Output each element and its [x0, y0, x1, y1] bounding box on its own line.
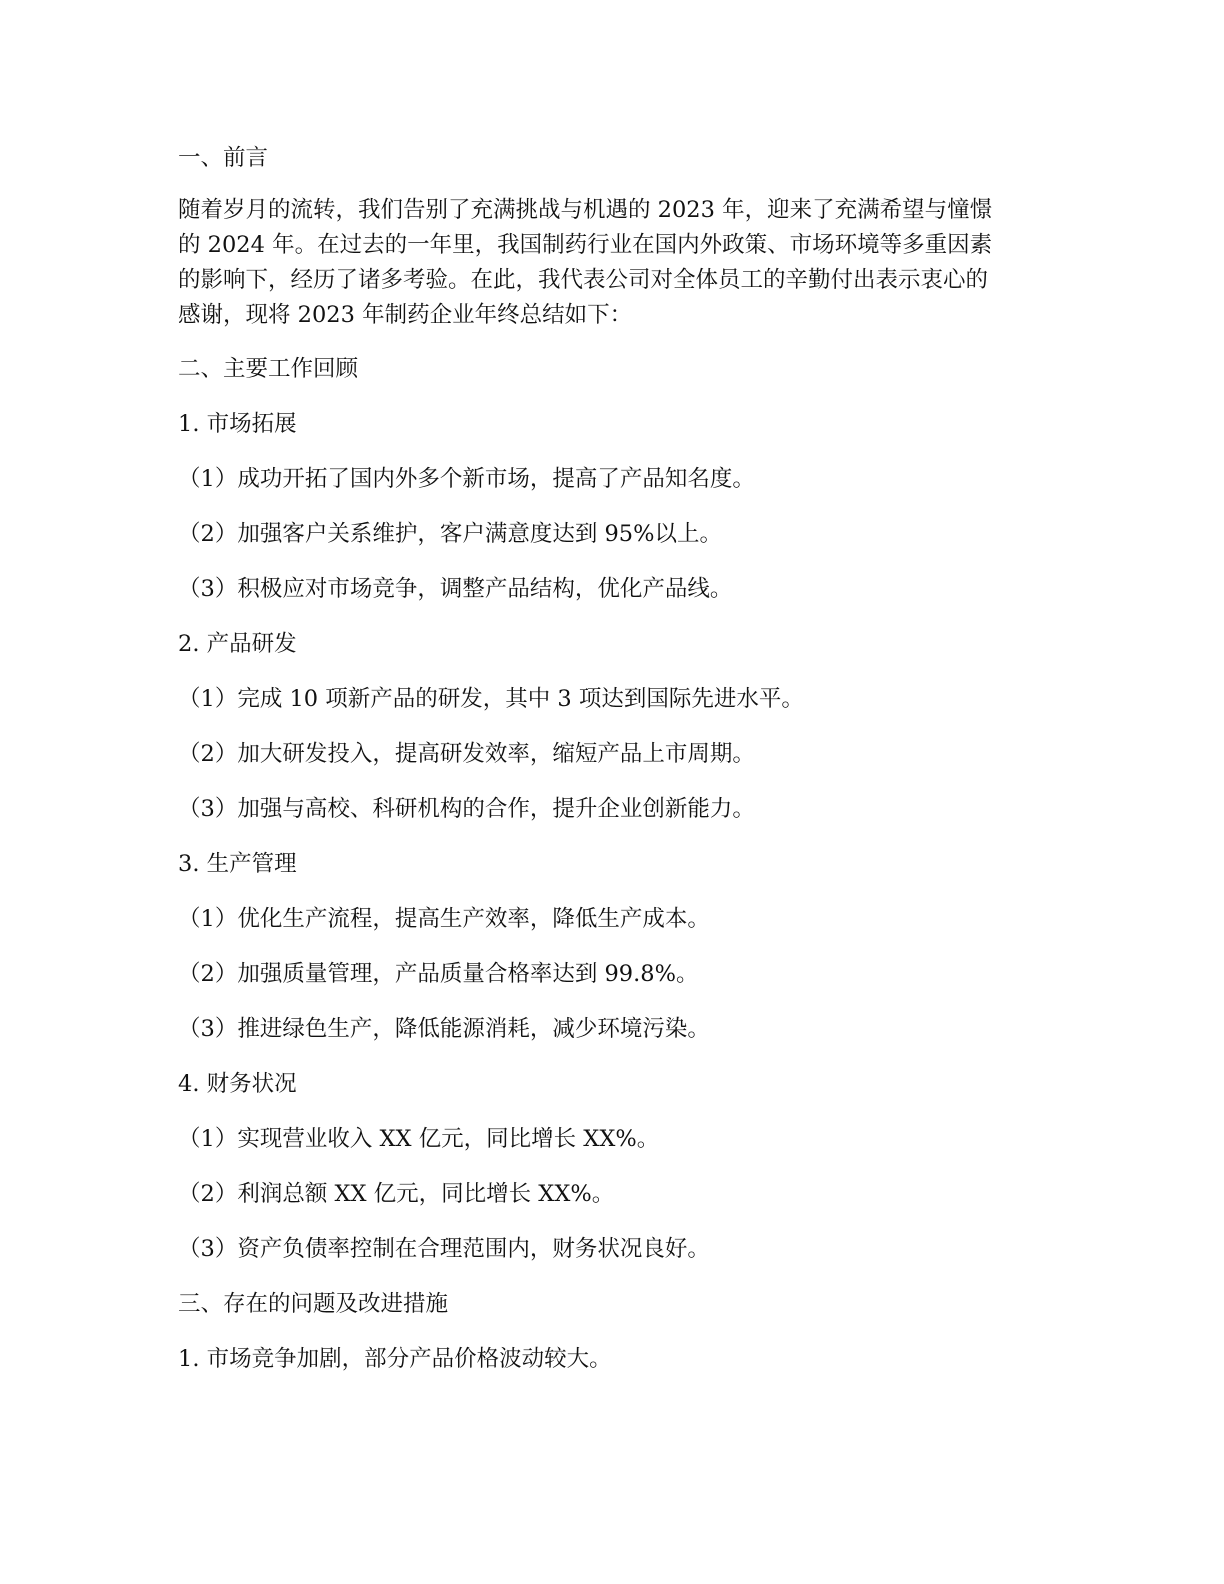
list-item: （2）加大研发投入，提高研发效率，缩短产品上市周期。: [178, 741, 755, 767]
section-title: 4. 财务状况: [178, 1071, 297, 1097]
intro-line: 感谢，现将 2023 年制药企业年终总结如下：: [178, 302, 633, 328]
list-item: （3）加强与高校、科研机构的合作，提升企业创新能力。: [178, 796, 755, 822]
section-title: 1. 市场拓展: [178, 411, 297, 437]
problem-item: 1. 市场竞争加剧，部分产品价格波动较大。: [178, 1346, 612, 1372]
list-item: （1）实现营业收入 XX 亿元，同比增长 XX%。: [178, 1126, 660, 1152]
section-title: 3. 生产管理: [178, 851, 297, 877]
section-title: 2. 产品研发: [178, 631, 297, 657]
document-page: [178, 140, 1048, 1378]
list-item: （3）资产负债率控制在合理范围内，财务状况良好。: [178, 1236, 710, 1262]
intro-line: 随着岁月的流转，我们告别了充满挑战与机遇的 2023 年，迎来了充满希望与憧憬: [178, 197, 993, 223]
list-item: （1）成功开拓了国内外多个新市场，提高了产品知名度。: [178, 466, 755, 492]
heading-preface: 一、前言: [178, 145, 269, 171]
intro-line: 的 2024 年。在过去的一年里，我国制药行业在国内外政策、市场环境等多重因素: [178, 232, 993, 258]
list-item: （3）推进绿色生产，降低能源消耗，减少环境污染。: [178, 1016, 710, 1042]
list-item: （2）加强客户关系维护，客户满意度达到 95%以上。: [178, 521, 722, 547]
heading-review: 二、主要工作回顾: [178, 356, 359, 382]
intro-line: 的影响下，经历了诸多考验。在此，我代表公司对全体员工的辛勤付出表示衷心的: [178, 267, 989, 293]
list-item: （2）加强质量管理，产品质量合格率达到 99.8%。: [178, 961, 699, 987]
intro-paragraph: [178, 193, 1048, 333]
heading-problems: 三、存在的问题及改进措施: [178, 1291, 449, 1317]
list-item: （3）积极应对市场竞争，调整产品结构，优化产品线。: [178, 576, 733, 602]
list-item: （2）利润总额 XX 亿元，同比增长 XX%。: [178, 1181, 615, 1207]
list-item: （1）优化生产流程，提高生产效率，降低生产成本。: [178, 906, 710, 932]
list-item: （1）完成 10 项新产品的研发，其中 3 项达到国际先进水平。: [178, 686, 804, 712]
